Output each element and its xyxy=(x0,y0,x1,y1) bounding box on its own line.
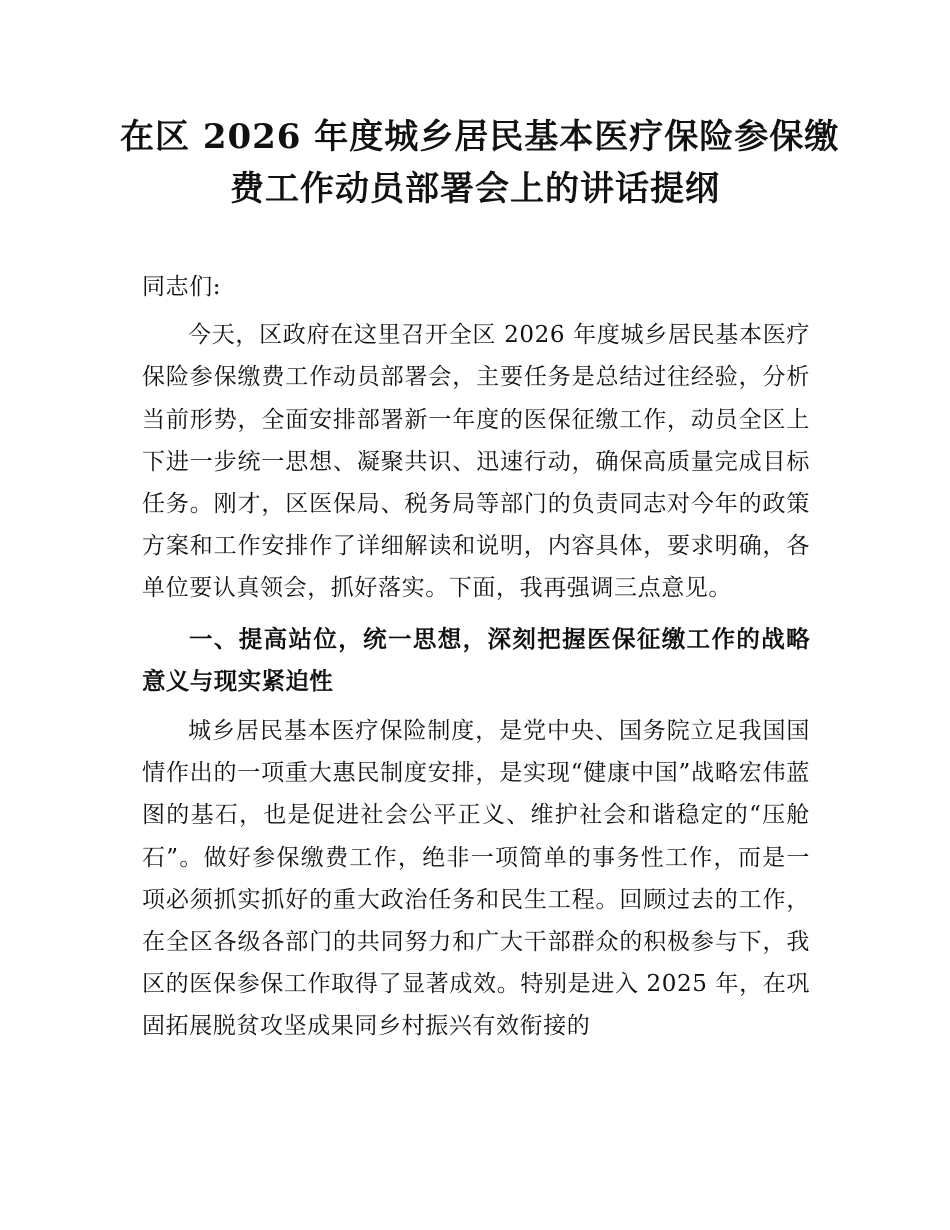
paragraph-section-1: 城乡居民基本医疗保险制度，是党中央、国务院立足我国国情作出的一项重大惠民制度安排，是实现“健康中国”战略宏伟蓝图的基石，也是促进社会公平正义、维护社会和谐稳定的“压舱石”。做好参保缴费工作，绝非一项简单的事务性工作，而是一项必须抓实抓好的重大政治任务和民生工程。回顾过去的工作，在全区各级各部门的共同努力和广大干部群众的积极参与下，我区的医保参保工作取得了显著成效。特别是进入 2025 年，在巩固拓展脱贫攻坚成果同乡村振兴有效衔接的 xyxy=(142,718,810,1040)
document-title xyxy=(120,111,840,215)
salutation: 同志们: xyxy=(142,274,222,300)
title-line-2: 费工作动员部署会上的讲话提纲 xyxy=(230,169,720,209)
title-line-1: 在区 2026 年度城乡居民基本医疗保险参保缴 xyxy=(120,117,840,157)
paragraph-intro: 今天，区政府在这里召开全区 2026 年度城乡居民基本医疗保险参保缴费工作动员部署会，主要任务是总结过往经验，分析当前形势，全面安排部署新一年度的医保征缴工作，动员全区上下进一步统一思想、凝聚共识、迅速行动，确保高质量完成目标任务。刚才，区医保局、税务局等部门的负责同志对今年的政策方案和工作安排作了详细解读和说明，内容具体，要求明确，各单位要认真领会，抓好落实。下面，我再强调三点意见。 xyxy=(142,322,810,602)
document-body xyxy=(142,266,810,1056)
section-heading-1: 一、提高站位，统一思想，深刻把握医保征缴工作的战略意义与现实紧迫性 xyxy=(142,624,810,695)
